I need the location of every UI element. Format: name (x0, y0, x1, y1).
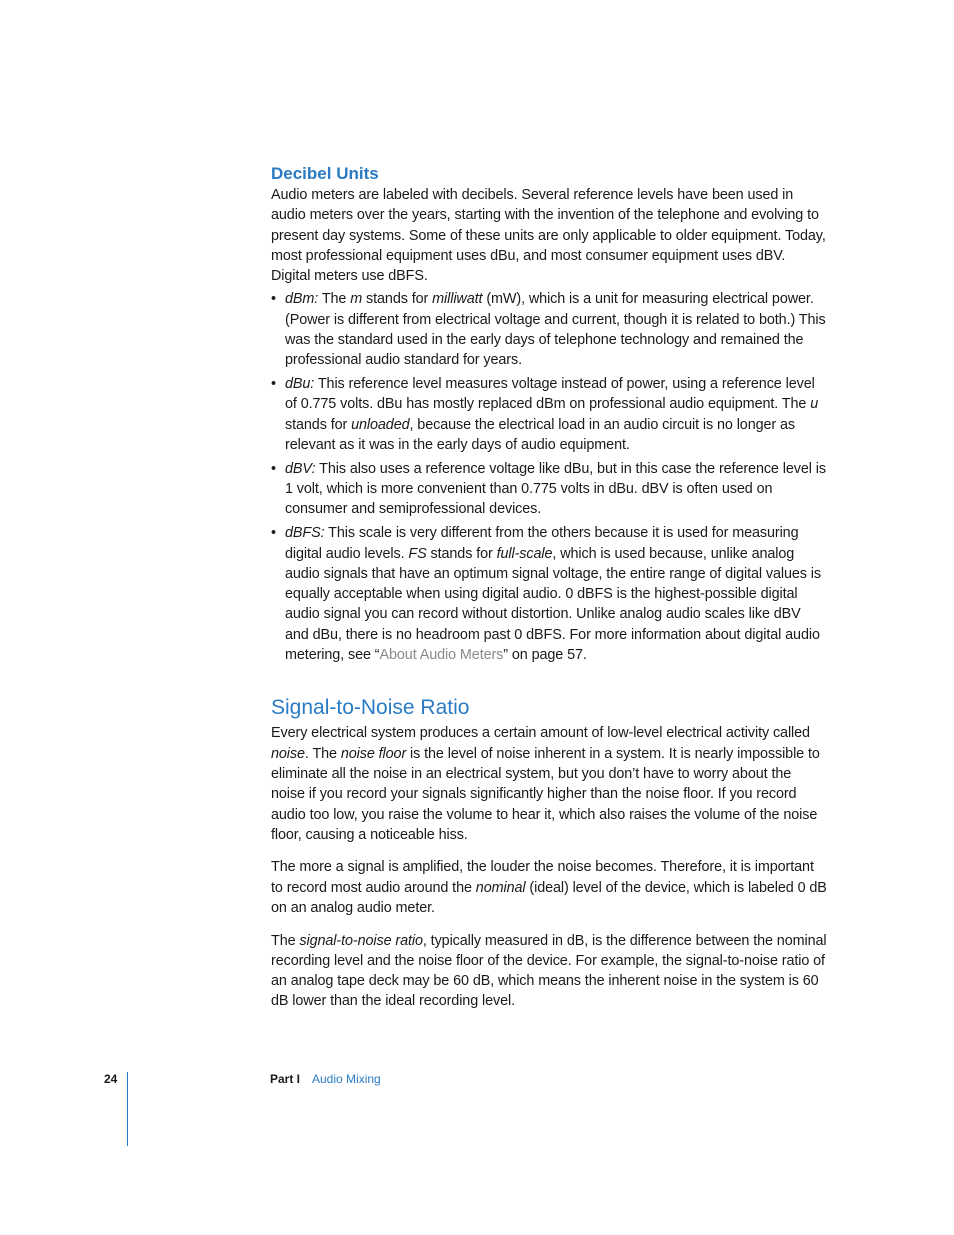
term-dbv: dBV: (285, 460, 316, 477)
list-item-dbu: • dBu: This reference level measures voltage instead of power, using a reference level of 0.775 volts. dBu has mostly replaced dBm on professional audio equipment. The u stands for unloaded, because the electrical load in an audio circuit is no longer as relevant as it was in the early days of audio equipment. (271, 376, 819, 454)
bullet-icon: • (271, 460, 276, 477)
bullet-icon: • (271, 291, 276, 308)
footer-part-label: Part I (270, 1072, 301, 1086)
footer-part-title: Audio Mixing (312, 1072, 381, 1086)
term-dbu: dBu: (285, 376, 315, 393)
bullet-icon: • (271, 525, 276, 542)
section-heading: Signal-to-Noise Ratio (271, 696, 470, 720)
list-item-dbfs: • dBFS: This scale is very different from the others because it is used for measuring digital audio levels. FS stands for full-scale, which is used because, unlike analog audio signals that have an optimum signal voltage, the entire range of digital values is equally acceptable when using digital audio. 0 dBFS is the highest-possible digital audio signal you can record without distortion. Unlike analog audio scales like dBV and dBu, there is no headroom past 0 dBFS. For more information about digital audio metering, see “About Audio Meters” on page 57. (271, 525, 821, 664)
term-dbm: dBm: (285, 291, 319, 308)
term-dbfs: dBFS: (285, 525, 325, 542)
list-item-dbm: • dBm: The m stands for milliwatt (mW), which is a unit for measuring electrical power. (Power is different from electrical voltage and current, though it is related to both.) This was the standard used in the early days of telephone technology and remained the professional audio standard for years. (271, 291, 826, 369)
section-signal-to-noise (271, 694, 827, 1011)
cross-reference-link[interactable]: About Audio Meters (379, 647, 504, 664)
bullet-icon: • (271, 376, 276, 393)
page-content (271, 163, 827, 1012)
paragraph: The signal-to-noise ratio, typically measured in dB, is the difference between the nominal recording level and the noise floor of the device. For example, the signal-to-noise ratio of an analog tape deck may be 60 dB, which means the inherent noise in the system is 60 dB lower than the ideal recording level. (271, 932, 827, 1010)
paragraph: Every electrical system produces a certain amount of low-level electrical activity called noise. The noise floor is the level of noise inherent in a system. It is nearly impossible to eliminate all the noise in an electrical system, but you don’t have to worry about the noise if you record your signals significantly higher than the noise floor. If you record audio too low, you raise the volume to hear it, which also raises the volume of the noise floor, causing a noticeable hiss. (271, 725, 820, 843)
paragraph: The more a signal is amplified, the louder the noise becomes. Therefore, it is important to record most audio around the nominal (ideal) level of the device, which is labeled 0 dB on an analog audio meter. (271, 859, 827, 916)
decibel-unit-list (271, 289, 827, 665)
page-number: 24 (104, 1072, 118, 1086)
section-intro: Audio meters are labeled with decibels. Several reference levels have been used in audio meters over the years, starting with the invention of the telephone and evolving to present day systems. Some of these units are only applicable to older equipment. Today, most professional equipment uses dBu, and most consumer equipment uses dBV. Digital meters use dBFS. (271, 187, 826, 285)
footer-divider (127, 1072, 128, 1146)
section-decibel-units (271, 163, 827, 665)
section-heading: Decibel Units (271, 164, 379, 183)
list-item-dbv: • dBV: This also uses a reference voltage like dBu, but in this case the reference level is 1 volt, which is more convenient than 0.775 volts in dBu. dBV is often used on consumer and semiprofessional devices. (271, 460, 826, 518)
